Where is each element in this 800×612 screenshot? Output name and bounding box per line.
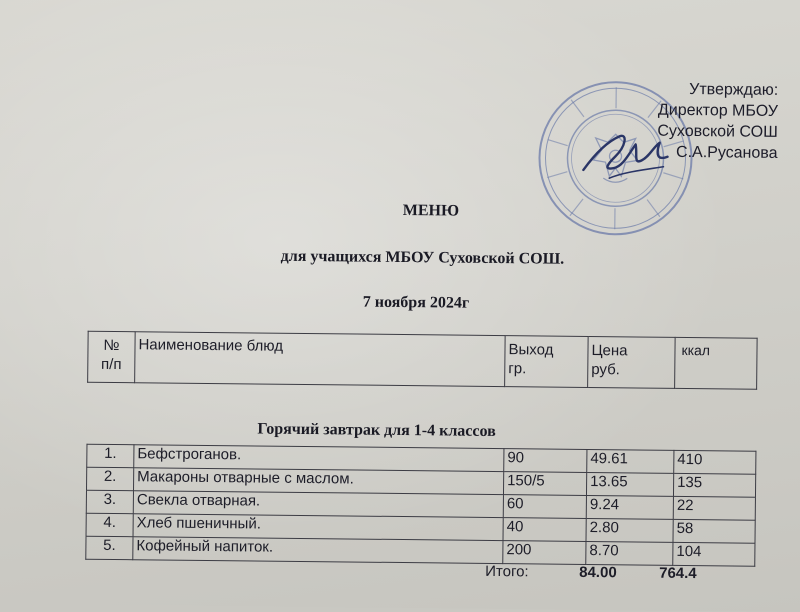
header-output-line1: Выход <box>508 341 553 358</box>
item-kcal: 410 <box>674 450 756 474</box>
item-number: 5. <box>86 536 133 559</box>
section-title: Горячий завтрак для 1-4 классов <box>0 418 777 444</box>
header-output <box>505 336 589 388</box>
item-price: 8.70 <box>586 541 673 565</box>
menu-header-table <box>87 331 758 390</box>
item-name: Свекла отварная. <box>133 491 503 518</box>
item-output: 200 <box>503 541 586 565</box>
item-number: 1. <box>87 444 134 467</box>
header-dish-name: Наименование блюд <box>135 332 506 387</box>
header-kcal: ккал <box>675 337 758 389</box>
header-number <box>88 331 136 382</box>
item-output: 60 <box>503 495 586 519</box>
item-price: 49.61 <box>587 449 674 473</box>
page-subtitle: для учащихся МБОУ Суховской СОШ. <box>22 245 800 271</box>
item-kcal: 104 <box>673 542 755 566</box>
header-price-line2: руб. <box>591 361 620 378</box>
item-name: Бефстроганов. <box>134 445 504 472</box>
header-price <box>588 336 676 388</box>
item-kcal: 58 <box>673 519 755 543</box>
item-name: Макароны отварные с маслом. <box>133 468 503 495</box>
approval-block <box>657 79 778 164</box>
header-output-line2: гр. <box>508 360 526 377</box>
total-price: 84.00 <box>579 564 659 582</box>
menu-date: 7 ноября 2024г <box>16 290 800 316</box>
item-number: 3. <box>86 490 133 513</box>
item-number: 2. <box>87 467 134 490</box>
item-price: 13.65 <box>586 472 673 496</box>
total-label: Итого: <box>485 563 579 581</box>
approval-line: Утверждаю: <box>658 79 779 101</box>
item-price: 9.24 <box>586 495 673 519</box>
header-number-line1: № <box>103 337 119 354</box>
total-row <box>485 563 697 582</box>
item-name: Хлеб пшеничный. <box>133 514 503 541</box>
approval-position: Директор МБОУ <box>658 100 779 122</box>
header-price-line1: Цена <box>591 342 627 359</box>
item-output: 40 <box>503 518 586 542</box>
approval-school: Суховской СОШ <box>657 121 778 143</box>
item-output: 90 <box>504 449 587 473</box>
page-title: МЕНЮ <box>31 198 800 224</box>
header-row <box>88 331 757 389</box>
item-name: Кофейный напиток. <box>133 537 503 564</box>
header-number-line2: п/п <box>101 356 122 373</box>
item-kcal: 135 <box>673 473 755 497</box>
approval-director-name: С.А.Русанова <box>657 142 778 164</box>
item-number: 4. <box>86 513 133 536</box>
item-price: 2.80 <box>586 518 673 542</box>
item-kcal: 22 <box>673 496 755 520</box>
menu-items-table <box>85 444 756 567</box>
total-kcal: 764.4 <box>659 565 697 582</box>
item-output: 150/5 <box>503 472 586 496</box>
